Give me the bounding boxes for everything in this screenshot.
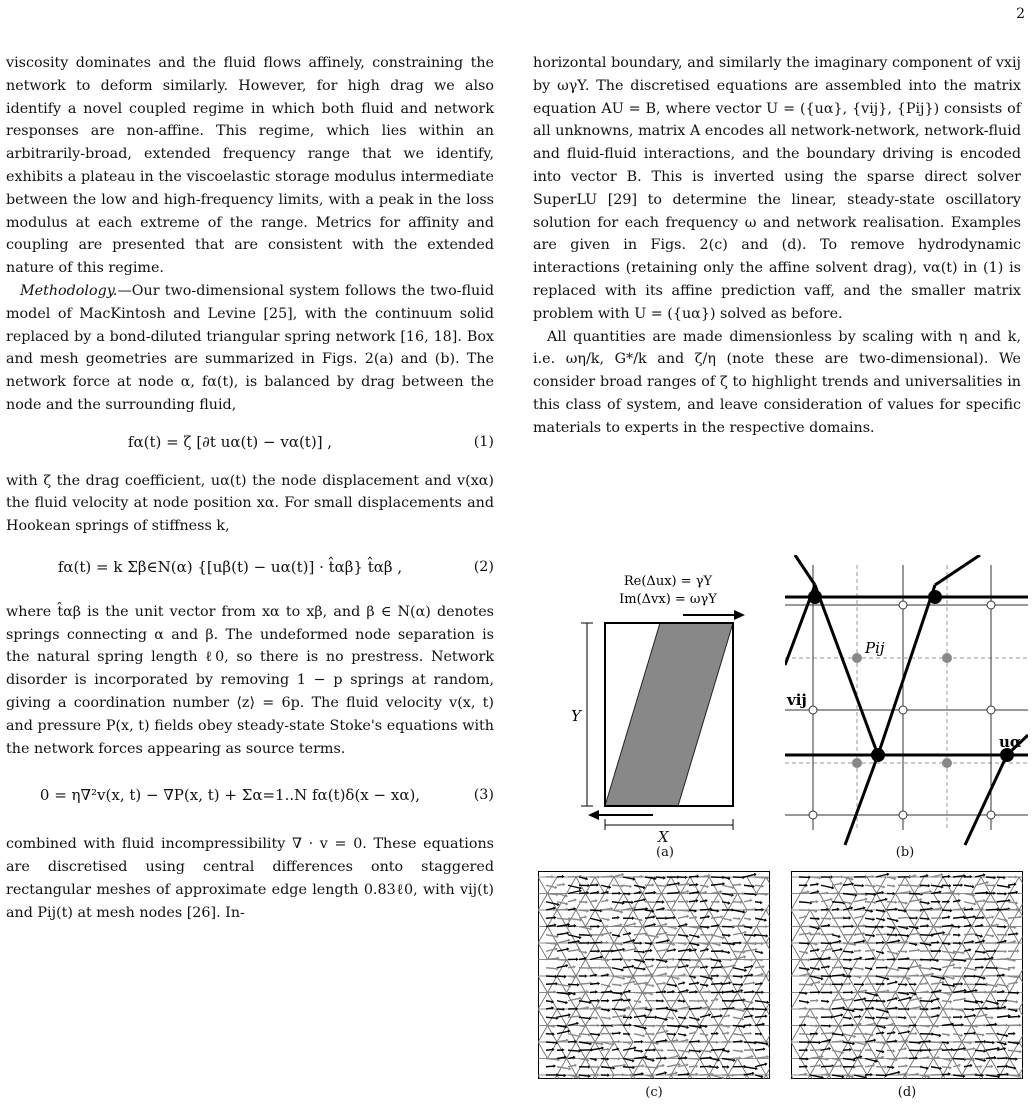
equation-3-number: (3) bbox=[473, 787, 494, 804]
left-paragraph-5: combined with fluid incompressibility ∇ · v = 0. These equations are discretised using central differences onto staggered rectangular meshes of approximate edge length 0.83ℓ0, with vij(t) and Pij(t) at mesh nodes [26]. In- bbox=[6, 836, 494, 921]
page-number: 2 bbox=[1016, 6, 1025, 22]
panel-b-v-label: vij bbox=[787, 691, 807, 709]
equation-1 bbox=[6, 431, 494, 454]
panel-c-caption: (c) bbox=[645, 1085, 663, 1100]
sheared-box bbox=[605, 623, 733, 806]
left-paragraph-1: viscosity dominates and the fluid flows affinely, constraining the network to deform similarly. However, for high drag we also identify a novel coupled regime in which both fluid and network responses are non-affine. This regime, which lies within an arbitrarily-broad, extended frequency range that we identify, exhibits a plateau in the viscoelastic storage modulus intermediate between the low and high-frequency limits, with a peak in the loss modulus at each extreme of the range. Metrics for affinity and coupling are presented that are consistent with the extended nature of this regime. bbox=[6, 55, 494, 277]
left-column bbox=[6, 52, 494, 924]
left-paragraph-4: where t̂αβ is the unit vector from xα to xβ, and β ∈ N(α) denotes springs connecting α and β. The undeformed node separation is the natural spring length ℓ0, so there is no prestress. Network disorder is incorporated by removing 1 − p springs at random, giving a coordination number ⟨z⟩ = 6p. The fluid velocity v(x, t) and pressure P(x, t) fields obey steady-state Stoke's equations with the network forces appearing as source terms. bbox=[6, 603, 494, 757]
panel-b bbox=[785, 555, 1028, 847]
panel-d-caption: (d) bbox=[897, 1085, 917, 1100]
left-paragraph-3: with ζ the drag coefficient, uα(t) the node displacement and v(xα) the fluid velocity at node position xα. For small displacements and Hookean springs of stiffness k, bbox=[6, 472, 494, 535]
equation-3-expression: 0 = η∇²v(x, t) − ∇P(x, t) + Σα=1..N fα(t)δ(x − xα), bbox=[39, 786, 421, 805]
panel-b-u-label: uα bbox=[999, 733, 1022, 751]
methodology-heading: Methodology. bbox=[20, 282, 118, 299]
panel-a-re-label: Re(Δux) = γY bbox=[623, 574, 713, 589]
figure-2 bbox=[533, 555, 1028, 1110]
panel-a bbox=[533, 555, 778, 830]
panel-b-caption: (b) bbox=[895, 845, 915, 860]
right-paragraph-1: horizontal boundary, and similarly the imaginary component of vxij by ωγY. The discretised equations are assembled into the matrix equation AU = B, where vector U = ({uα}, {vij}, {Pij}) consists of all unknowns, matrix A encodes all network-network, network-fluid and fluid-fluid interactions, and the boundary driving is encoded into vector B. This is inverted using the sparse direct solver SuperLU [29] to determine the linear, steady-state oscillatory solution for each frequency ω and network realisation. Examples are given in Figs. 2(c) and (d). To remove hydrodynamic interactions (retaining only the affine solvent drag), vα(t) in (1) is replaced with its affine prediction vaff, and the smaller matrix problem with U = ({uα}) solved as before. bbox=[533, 55, 1021, 322]
panel-a-caption: (a) bbox=[656, 845, 674, 860]
methodology-text: —Our two-dimensional system follows the two-fluid model of MacKintosh and Levine [25], with the continuum solid replaced by a bond-diluted triangular spring network [16, 18]. Box and mesh geometries are summarized in Figs. 2(a) and (b). The network force at node α, fα(t), is balanced by drag between the node and the surrounding fluid, bbox=[6, 282, 494, 413]
panel-d bbox=[791, 871, 1023, 1079]
panel-c bbox=[538, 871, 770, 1079]
panel-a-x-label: X bbox=[658, 828, 669, 846]
equation-1-number: (1) bbox=[473, 433, 494, 450]
equation-2-number: (2) bbox=[473, 558, 494, 575]
equation-2 bbox=[6, 556, 494, 579]
panel-a-y-label: Y bbox=[571, 707, 581, 725]
panel-b-p-label: Pij bbox=[865, 639, 885, 657]
right-column bbox=[533, 52, 1021, 440]
top-arrowhead bbox=[734, 610, 745, 620]
panel-a-im-label: Im(Δvx) = ωγY bbox=[619, 592, 717, 607]
equation-3 bbox=[6, 784, 494, 807]
equation-2-expression: fα(t) = k Σβ∈N(α) {[uβ(t) − uα(t)] · t̂αβ} t̂αβ , bbox=[57, 557, 403, 576]
equation-1-expression: fα(t) = ζ [∂t uα(t) − vα(t)] , bbox=[127, 432, 333, 451]
right-paragraph-2: All quantities are made dimensionless by scaling with η and k, i.e. ωη/k, G*/k and ζ/η (note these are two-dimensional). We consider broad ranges of ζ to highlight trends and universalities in this class of system, and leave consideration of values for specific materials to experts in the respective domains. bbox=[533, 328, 1021, 436]
methodology-paragraph bbox=[6, 280, 494, 417]
bottom-arrowhead bbox=[588, 810, 599, 820]
